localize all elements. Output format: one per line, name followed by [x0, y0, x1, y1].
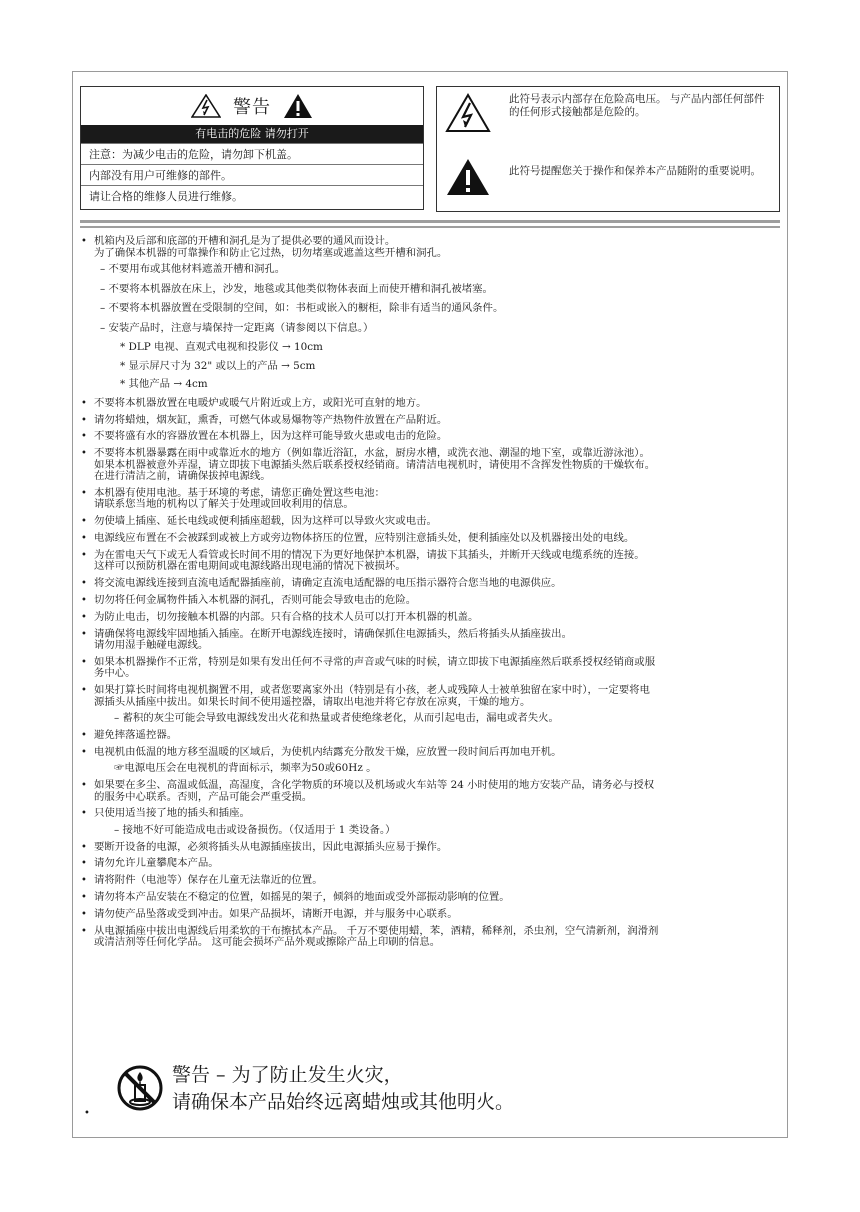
- bullet: •: [84, 1108, 90, 1119]
- warning-bar: 有电击的危险 请勿打开: [81, 125, 423, 143]
- list-item-text: • 机箱内及后部和底部的开槽和洞孔是为了提供必要的通风而设计。: [94, 235, 396, 247]
- list-item: [80, 926, 780, 949]
- list-item-text: 请联系您当地的机构以了解关于处理或回收利用的信息。: [94, 498, 354, 511]
- list-item-text: • 请确保将电源线牢固地插入插座。在断开电源线连接时，请确保抓住电源插头，然后将插头从插座拔出。: [94, 627, 572, 640]
- list-item: [80, 892, 780, 904]
- list-subitem: – 安装产品时，注意与墙保持一定距离（请参阅以下信息。）: [100, 321, 374, 334]
- list-item-text: 这样可以预防机器在雷电期间或电源线路出现电涌的情况下被损坏。: [94, 560, 406, 573]
- list-item: [80, 516, 780, 528]
- list-item-text: • 只使用适当接了地的插头和插座。: [94, 807, 250, 820]
- warning-title: 警告: [233, 97, 271, 118]
- list-item-text: • 避免摔落遥控器。: [94, 728, 178, 741]
- list-item-text: • 电视机由低温的地方移至温暖的区域后，为使机内结露充分散发干燥，应放置一段时间后再加电开机。: [94, 745, 562, 758]
- final-warning-line: 请确保本产品始终远离蜡烛或其他明火。: [172, 1091, 515, 1113]
- list-subitem-text: – 蓄积的灰尘可能会导致电源线发出火花和热量或者使绝缘老化，从而引起电击，漏电或者失火。: [114, 712, 559, 725]
- lightning-warning-icon: [445, 93, 491, 133]
- list-item: [80, 236, 780, 259]
- list-subitem: – 不要将本机器放置在受限制的空间，如：书柜或嵌入的橱柜，除非有适当的通风条件。: [100, 302, 504, 315]
- list-item: [80, 808, 780, 836]
- list-item: [80, 747, 780, 775]
- list-item-text: 在进行清洁之前，请确保拔掉电源线。: [94, 470, 271, 483]
- list-item-text: • 请勿将本产品安装在不稳定的位置，如摇晃的架子，倾斜的地面或受外部振动影响的位置。: [94, 891, 510, 904]
- list-item-text: • 请将附件（电池等）保存在儿童无法靠近的位置。: [94, 874, 323, 887]
- warning-line: 请让合格的维修人员进行维修。: [81, 185, 423, 206]
- list-item-text: • 本机器有使用电池。基于环境的考虑，请您正确处置这些电池：: [94, 486, 385, 499]
- list-item: [80, 415, 780, 427]
- separator-rule: [80, 226, 780, 228]
- symbol-explanation-box: [436, 86, 780, 212]
- list-item-text: • 从电源插座中拔出电源线后用柔软的干布擦拭本产品。 千万不要使用蜡，苯，酒精，稀释剂，杀虫剂，空气清新剂，润滑剂: [94, 924, 659, 937]
- lightning-triangle-icon: [191, 94, 221, 118]
- warning-line: 内部没有用户可维修的部件。: [81, 164, 423, 185]
- list-item-text: • 不要将本机器放置在电暖炉或暖气片附近或上方，或阳光可直射的地方。: [94, 396, 427, 409]
- list-item: [80, 909, 780, 921]
- list-item-text: • 将交流电源线连接到直流电适配器插座前，请确定直流电适配器的电压指示器符合您当地的电源供应。: [94, 577, 562, 590]
- list-subitem-text: ☞电源电压会在电视机的背面标示，频率为50或60Hz 。: [114, 762, 377, 775]
- list-item: [80, 533, 780, 545]
- list-item-text: 请勿用湿手触碰电源线。: [94, 639, 209, 652]
- list-item: [80, 780, 780, 803]
- list-item-text: • 请勿使产品坠落或受到冲击。如果产品损坏，请断开电源，并与服务中心联系。: [94, 907, 458, 920]
- symbol-row: [445, 157, 769, 197]
- list-item-text: 务中心。: [94, 667, 136, 680]
- exclamation-warning-icon: [445, 157, 491, 197]
- list-item-text: • 如果打算长时间将电视机搁置不用，或者您要离家外出（特别是有小孩，老人或残障人士被单独留在家中时），一定要将电: [94, 684, 650, 697]
- list-item-text: 为了确保本机器的可靠操作和防止它过热，切勿堵塞或遮盖这些开槽和洞孔。: [94, 246, 448, 259]
- list-subitem: * 其他产品 → 4cm: [120, 378, 208, 391]
- list-item-text: • 不要将本机器暴露在雨中或靠近水的地方（例如靠近浴缸，水盆，厨房水槽，或洗衣池、潮湿的地下室，或靠近游泳池）。: [94, 447, 650, 460]
- list-subitem: * 显示屏尺寸为 32" 或以上的产品 → 5cm: [120, 359, 316, 372]
- separator-rule: [80, 220, 780, 223]
- list-item: [80, 398, 780, 410]
- list-item: [80, 448, 780, 483]
- list-item-text: • 请勿将蜡烛，烟灰缸，熏香，可燃气体或易爆物等产热物件放置在产品附近。: [94, 413, 448, 426]
- final-warning-line: 警告 – 为了防止发生火灾，: [172, 1064, 403, 1086]
- symbol-text: 此符号表示内部存在危险高电压。 与产品内部任何部件的任何形式接触都是危险的。: [509, 93, 765, 118]
- list-item-text: • 不要将盛有水的容器放置在本机器上，因为这样可能导致火患或电击的危险。: [94, 430, 448, 443]
- list-item-text: • 为防止电击，切勿接触本机器的内部。只有合格的技术人员可以打开本机器的机盖。: [94, 610, 479, 623]
- warning-box: [80, 86, 424, 210]
- list-item: [80, 685, 780, 725]
- list-item-text: 或清洁剂等任何化学品。 这可能会损坏产品外观或擦除产品上印刷的信息。: [94, 936, 441, 949]
- list-item-text: 的服务中心联系。否则，产品可能会严重受损。: [94, 790, 313, 803]
- list-item: [80, 875, 780, 887]
- list-item: [80, 431, 780, 443]
- list-item-text: • 如果本机器操作不正常，特别是如果有发出任何不寻常的声音或气味的时候，请立即拔下电源插座然后联系授权经销商或服: [94, 655, 656, 668]
- list-item: [80, 578, 780, 590]
- warning-header: [81, 87, 423, 125]
- list-item-text: • 勿使墙上插座、延长电线或便利插座超载，因为这样可以导致火灾或电击。: [94, 515, 437, 528]
- symbol-row: [445, 93, 769, 133]
- list-item: [80, 629, 780, 652]
- list-item-text: • 为在雷电天气下或无人看管或长时间不用的情况下为更好地保护本机器，请拔下其插头，并断开天线或电缆系统的连接。: [94, 548, 645, 561]
- list-item: [80, 842, 780, 854]
- list-subitem-text: – 接地不好可能造成电击或设备损伤。（仅适用于 1 类设备。）: [114, 823, 396, 836]
- list-subitem: * DLP 电视、直观式电视和投影仪 → 10cm: [120, 341, 323, 354]
- list-item: [80, 488, 780, 511]
- list-item: [80, 730, 780, 742]
- list-item-text: • 请勿允许儿童攀爬本产品。: [94, 857, 219, 870]
- list-item: [80, 595, 780, 607]
- list-item-text: • 电源线应布置在不会被踩到或被上方或旁边物体挤压的位置，应特别注意插头处，便利插座处以及机器接出处的电线。: [94, 532, 635, 545]
- no-candle-icon: [116, 1064, 164, 1112]
- symbol-text: 此符号提醒您关于操作和保养本产品随附的重要说明。: [509, 165, 761, 177]
- list-item-text: 如果本机器被意外弄湿，请立即拔下电源插头然后联系授权经销商。请清洁电视机时，请使用不含挥发性物质的干燥软布。: [94, 458, 656, 471]
- list-item: [80, 858, 780, 870]
- list-item: [80, 550, 780, 573]
- list-item: [80, 612, 780, 624]
- list-item-text: • 要断开设备的电源，必须将插头从电源插座拔出，因此电源插头应易于操作。: [94, 840, 448, 853]
- list-item: [80, 657, 780, 680]
- final-warning: [84, 1062, 774, 1126]
- final-warning-text: [172, 1062, 514, 1116]
- list-subitem: – 不要用布或其他材料遮盖开槽和洞孔。: [100, 263, 286, 276]
- exclamation-triangle-icon: [283, 93, 313, 119]
- list-item-text: • 切勿将任何金属物件插入本机器的洞孔，否则可能会导致电击的危险。: [94, 593, 417, 606]
- warning-line: 注意：为减少电击的危险，请勿卸下机盖。: [81, 143, 423, 164]
- list-subitem: – 不要将本机器放在床上，沙发，地毯或其他类似物体表面上而使开槽和洞孔被堵塞。: [100, 282, 493, 295]
- list-item-text: 源插头从插座中拔出。如果长时间不使用遥控器，请取出电池并将它存放在凉爽，干燥的地方。: [94, 695, 531, 708]
- list-item-text: • 如果要在多尘、高温或低温，高湿度，含化学物质的环境以及机场或火车站等 24 小时使用的地方安装产品，请务必与授权: [94, 779, 655, 792]
- safety-instructions-list: [80, 236, 780, 954]
